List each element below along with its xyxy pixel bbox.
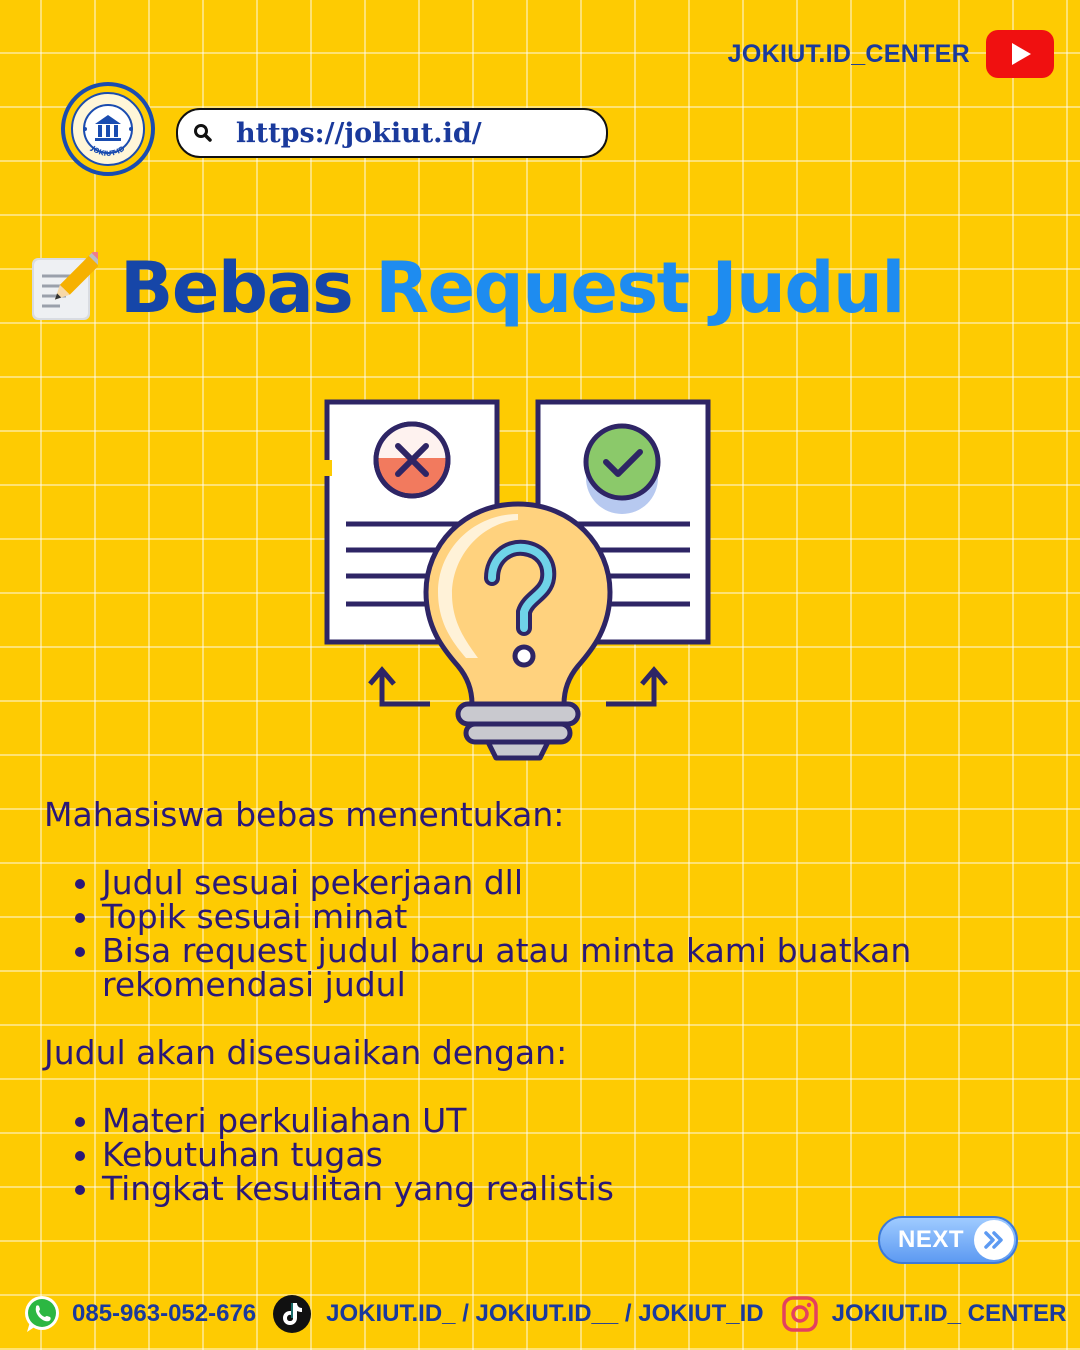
tiktok-accounts[interactable]: JOKIUT.ID_ / JOKIUT.ID__ / JOKIUT_ID — [326, 1300, 764, 1327]
page-title-row — [30, 247, 904, 329]
list-item: • Topik sesuai minat — [102, 900, 1064, 934]
page-title — [120, 247, 904, 329]
memo-pencil-icon — [30, 252, 98, 324]
list-item: • Judul sesuai pekerjaan dll — [102, 866, 1064, 900]
instagram-icon — [780, 1294, 820, 1334]
next-button-label: NEXT — [898, 1226, 965, 1253]
title-part-1: Bebas — [120, 247, 353, 329]
youtube-channel-name: JOKIUT.ID_CENTER — [727, 39, 970, 68]
instagram-account[interactable]: JOKIUT.ID_ CENTER — [831, 1300, 1067, 1327]
lightbulb-question-choice-illustration — [318, 392, 718, 768]
double-chevron-right-icon — [974, 1220, 1014, 1260]
next-button[interactable] — [878, 1216, 1018, 1264]
whatsapp-icon — [22, 1294, 62, 1334]
jokiut-logo — [61, 82, 155, 176]
content-body — [44, 795, 1064, 1240]
intro-text-2: Judul akan disesuaikan dengan: — [44, 1033, 568, 1072]
title-part-2: Request Judul — [375, 247, 904, 329]
search-icon — [192, 122, 214, 144]
youtube-icon — [986, 30, 1054, 78]
list-1 — [44, 863, 1064, 1004]
website-url[interactable]: https://jokiut.id/ — [236, 117, 482, 149]
url-search-bar[interactable] — [176, 108, 608, 158]
list-item: • Materi perkuliahan UT — [102, 1104, 1064, 1138]
youtube-channel[interactable] — [728, 30, 1054, 78]
tiktok-icon — [272, 1294, 312, 1334]
footer-contacts — [22, 1292, 1067, 1336]
list-item: • Bisa request judul baru atau minta kami buatkan rekomendasi judul — [102, 934, 1064, 1002]
whatsapp-number[interactable]: 085-963-052-676 — [72, 1300, 257, 1327]
intro-text-1: Mahasiswa bebas menentukan: — [44, 795, 565, 834]
list-item: • Tingkat kesulitan yang realistis — [102, 1172, 1064, 1206]
logo-text: JOKIUT-ID — [89, 144, 127, 158]
list-item: • Kebutuhan tugas — [102, 1138, 1064, 1172]
list-2 — [44, 1101, 1064, 1208]
